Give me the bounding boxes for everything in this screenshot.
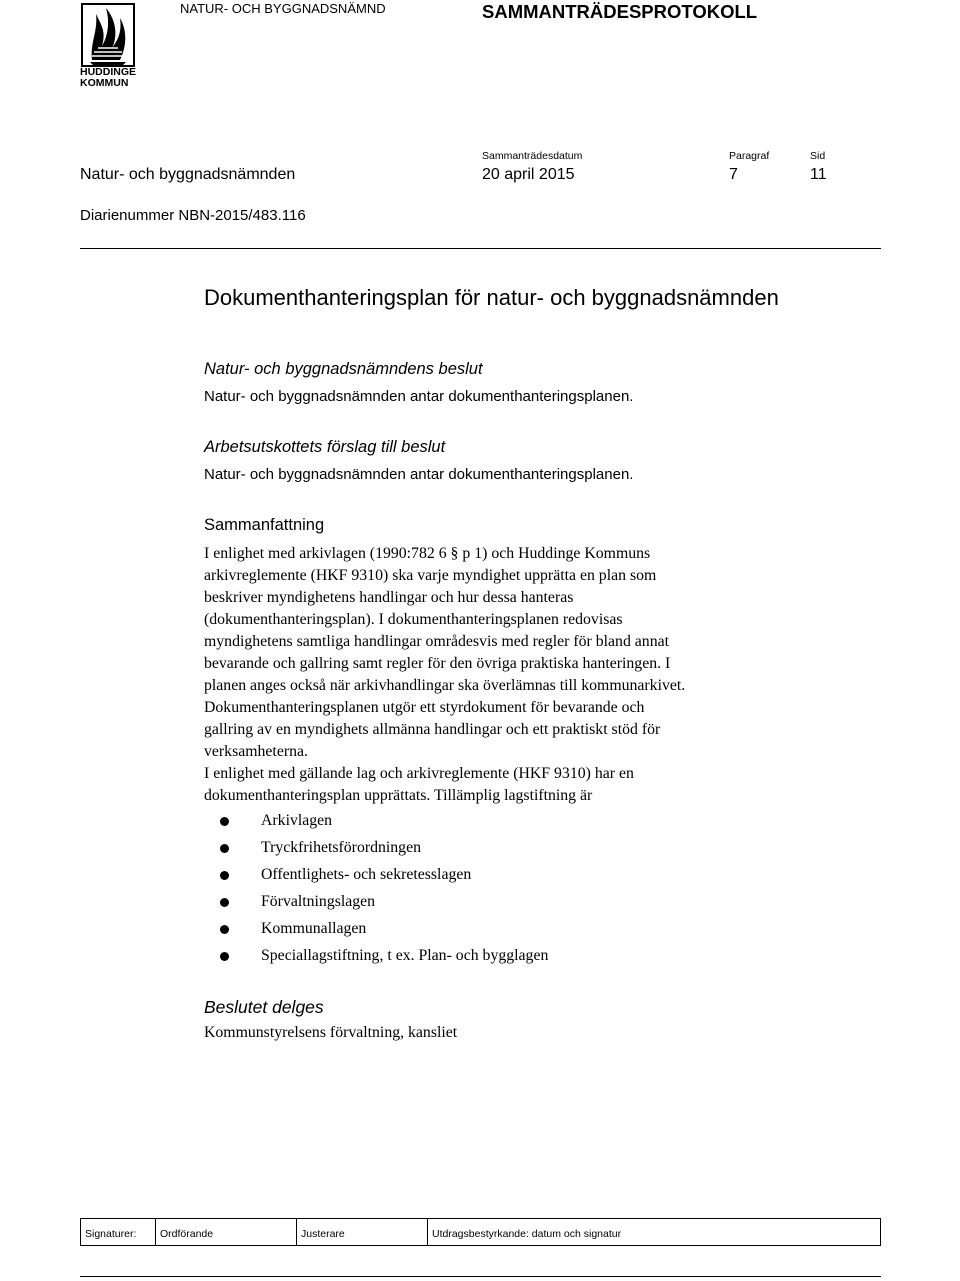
logo-text xyxy=(80,67,136,89)
delivered-text: Kommunstyrelsens förvaltning, kansliet xyxy=(204,1024,458,1041)
bullet-icon xyxy=(220,844,229,853)
summary-line: arkivreglemente (HKF 9310) ska varje myndighet upprätta en plan som xyxy=(204,567,657,584)
summary-line: Dokumenthanteringsplanen utgör ett styrdokument för bevarande och xyxy=(204,699,645,716)
logo-text-line-1: HUDDINGE xyxy=(80,66,137,78)
bullet-icon xyxy=(220,925,229,934)
bullet-icon xyxy=(220,952,229,961)
summary-line: verksamheterna. xyxy=(204,743,308,760)
footer-divider xyxy=(80,1276,881,1277)
date-label: Sammanträdesdatum xyxy=(482,150,583,162)
paragraph-number: 7 xyxy=(729,166,738,183)
extract-certification-field: Utdragsbestyrkande: datum och signatur xyxy=(428,1219,881,1246)
summary-line: dokumenthanteringsplan upprättats. Tillämplig lagstiftning är xyxy=(204,787,593,804)
signatures-label: Signaturer: xyxy=(81,1219,156,1246)
bullet-icon xyxy=(220,817,229,826)
header-divider xyxy=(80,248,881,249)
bullet-icon xyxy=(220,871,229,880)
summary-line: I enlighet med arkivlagen (1990:782 6 § p 1) och Huddinge Kommuns xyxy=(204,545,651,562)
protocol-title: SAMMANTRÄDESPROTOKOLL xyxy=(482,1,758,22)
chair-signature-field: Ordförande xyxy=(156,1219,297,1246)
proposal-text: Natur- och byggnadsnämnden antar dokumenthanteringsplanen. xyxy=(204,466,634,483)
decision-text: Natur- och byggnadsnämnden antar dokumenthanteringsplanen. xyxy=(204,388,634,405)
diarienummer: Diarienummer NBN-2015/483.116 xyxy=(80,207,306,224)
delivered-heading: Beslutet delges xyxy=(204,997,324,1017)
adjuster-signature-field: Justerare xyxy=(297,1219,428,1246)
proposal-heading: Arbetsutskottets förslag till beslut xyxy=(204,438,446,456)
summary-line: (dokumenthanteringsplan). I dokumenthanteringsplanen redovisas xyxy=(204,611,623,628)
document-title: Dokumenthanteringsplan för natur- och byggnadsnämnden xyxy=(204,285,779,310)
meeting-date: 20 april 2015 xyxy=(482,166,575,183)
logo-text-line-2: KOMMUN xyxy=(80,77,129,89)
summary-line: I enlighet med gällande lag och arkivreglemente (HKF 9310) har en xyxy=(204,765,634,782)
summary-heading: Sammanfattning xyxy=(204,516,325,534)
committee-name: NATUR- OCH BYGGNADSNÄMND xyxy=(180,1,386,16)
bullet-icon xyxy=(220,898,229,907)
summary-line: planen anges också när arkivhandlingar ska överlämnas till kommunarkivet. xyxy=(204,677,686,694)
summary-line: beskriver myndighetens handlingar och hur dessa hanteras xyxy=(204,589,574,606)
summary-line: bevarande och gallring samt regler för den övriga praktiska hanteringen. I xyxy=(204,655,671,672)
summary-line: gallring av en myndighets allmänna handlingar och ett praktiskt stöd för xyxy=(204,721,661,738)
summary-line: myndighetens samtliga handlingar områdesvis med regler för bland annat xyxy=(204,633,669,650)
page-label: Sid xyxy=(810,150,826,162)
decision-heading: Natur- och byggnadsnämndens beslut xyxy=(204,360,483,378)
page-number: 11 xyxy=(810,166,827,183)
paragraph-label: Paragraf xyxy=(729,150,770,162)
signature-table xyxy=(80,1218,881,1248)
body-name: Natur- och byggnadsnämnden xyxy=(80,166,296,183)
summary-paragraph xyxy=(204,543,784,807)
